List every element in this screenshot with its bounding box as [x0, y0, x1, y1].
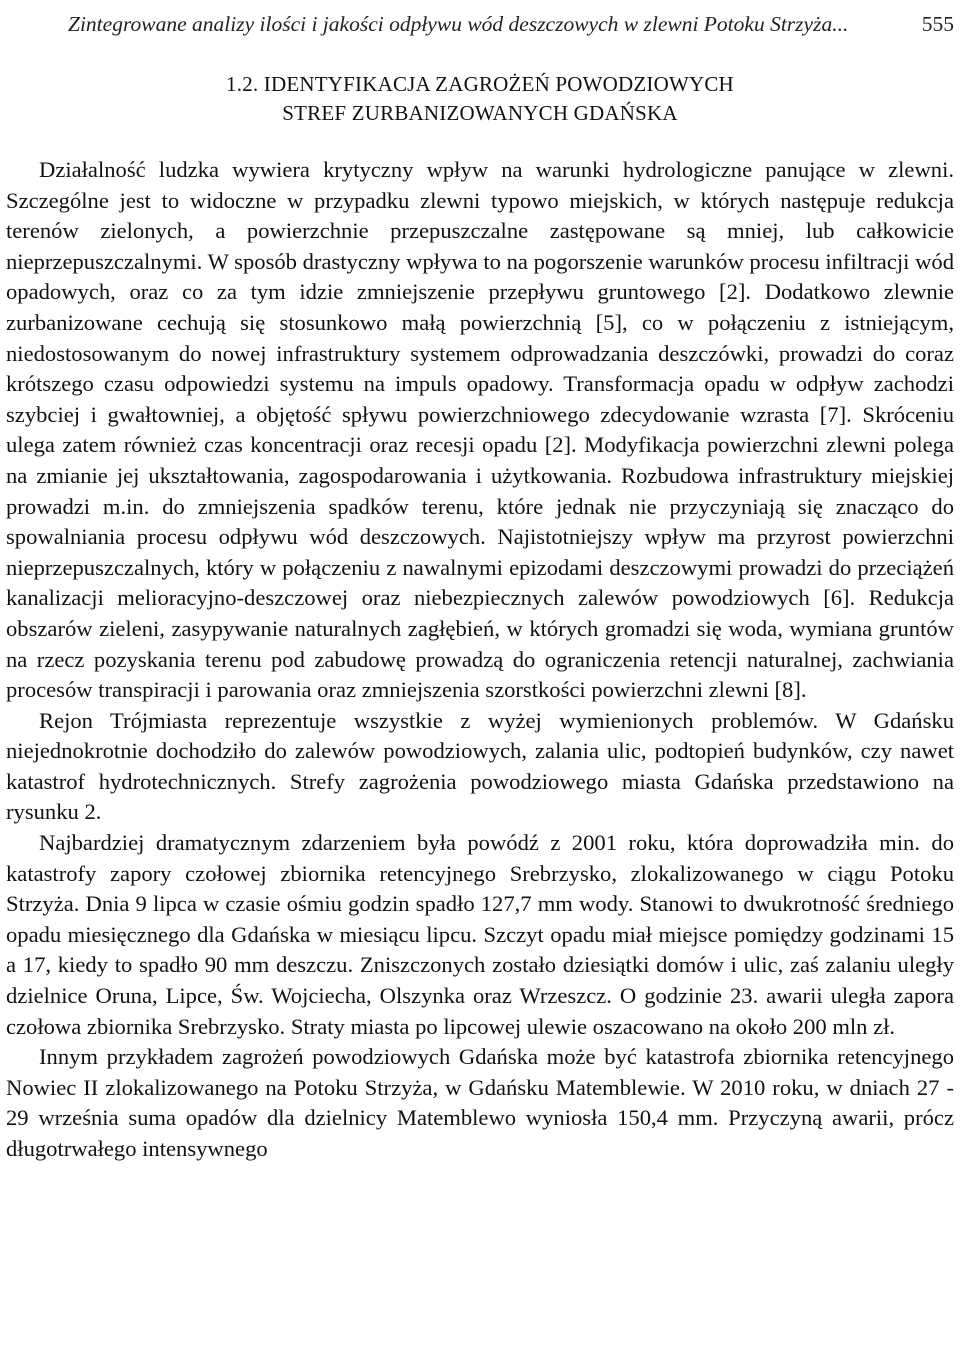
section-heading-line-2: STREF ZURBANIZOWANYCH GDAŃSKA — [282, 101, 678, 125]
paragraph: Najbardziej dramatycznym zdarzeniem była powódź z 2001 roku, która doprowadziła min. do katastrofy zapory czołowej zbiornika retencyjnego Srebrzysko, zlokalizowanego w ciągu Potoku Strzyża. Dnia 9 lipca w czasie ośmiu godzin spadło 127,7 mm wody. Stanowi to dwukrotność średniego opadu miesięcznego dla Gdańska w miesiącu lipcu. Szczyt opadu miał miejsce pomiędzy godzinami 15 a 17, kiedy to spadło 90 mm deszczu. Zniszczonych zostało dziesiątki domów i ulic, zaś zalaniu uległy dzielnice Oruna, Lipce, Św. Wojciecha, Olszynka oraz Wrzeszcz. O godzinie 23. awarii uległa zapora czołowa zbiornika Srebrzysko. Straty miasta po lipcowej ulewie oszacowano na około 200 mln zł. — [6, 830, 954, 1039]
running-title: Zintegrowane analizy ilości i jakości odpływu wód deszczowych w zlewni Potoku Strzyża... — [68, 12, 849, 36]
paragraph: Innym przykładem zagrożeń powodziowych Gdańska może być katastrofa zbiornika retencyjnego Nowiec II zlokalizowanego na Potoku Strzyża, w Gdańsku Matemblewie. W 2010 roku, w dniach 27 - 29 września suma opadów dla dzielnicy Matemblewo wyniosła 150,4 mm. Przyczyną awarii, prócz długotrwałego intensywnego — [6, 1044, 954, 1161]
document-page — [6, 0, 954, 1165]
body-text — [6, 155, 954, 1165]
page-number: 555 — [921, 12, 954, 36]
section-heading-line-1: 1.2. IDENTYFIKACJA ZAGROŻEŃ POWODZIOWYCH — [226, 72, 734, 96]
paragraph: Rejon Trójmiasta reprezentuje wszystkie z wyżej wymienionych problemów. W Gdańsku niejednokrotnie dochodziło do zalewów powodziowych, zalania ulic, podtopień budynków, czy nawet katastrof hydrotechnicznych. Strefy zagrożenia powodziowego miasta Gdańska przedstawiono na rysunku 2. — [6, 707, 954, 825]
paragraph: Działalność ludzka wywiera krytyczny wpływ na warunki hydrologiczne panujące w zlewni. Szczególne jest to widoczne w przypadku zlewni typowo miejskich, w których następuje redukcja terenów zielonych, a powierzchnie przepuszczalne zastępowane są mniej, lub całkowicie nieprzepuszczalnymi. W sposób drastyczny wpływa to na pogorszenie warunków procesu infiltracji wód opadowych, oraz co za tym idzie zmniejszenie przepływu gruntowego [2]. Dodatkowo zlewnie zurbanizowane cechują się stosunkowo małą powierzchnią [5], co w połączeniu z istniejącym, niedostosowanym do nowej infrastruktury systemem odprowadzania deszczówki, prowadzi do coraz krótszego czasu odpowiedzi systemu na impuls opadowy. Transformacja opadu w odpływ zachodzi szybciej i gwałtowniej, a objętość spływu powierzchniowego zdecydowanie wzrasta [7]. Skróceniu ulega zatem również czas koncentracji oraz recesji opadu [2]. Modyfikacja powierzchni zlewni polega na zmianie jej ukształtowania, zagospodarowania i użytkowania. Rozbudowa infrastruktury miejskiej prowadzi m.in. do zmniejszenia spadków terenu, które jednak nie przyczyniają się znacząco do spowalniania procesu odpływu wód deszczowych. Najistotniejszy wpływ ma przyrost powierzchni nieprzepuszczalnych, który w połączeniu z nawalnymi epizodami deszczowymi prowadzi do przeciążeń kanalizacji melioracyjno-deszczowej oraz niebezpiecznych zalewów powodziowych [6]. Redukcja obszarów zieleni, zasypywanie naturalnych zagłębień, w których gromadzi się woda, wymiana gruntów na rzecz pozyskania terenu pod zabudowę prowadzą do ograniczenia retencji naturalnej, zachwiania procesów transpiracji i parowania oraz zmniejszenia szorstkości powierzchni zlewni [8]. — [6, 157, 954, 703]
section-heading — [6, 70, 954, 128]
running-header — [6, 0, 954, 48]
